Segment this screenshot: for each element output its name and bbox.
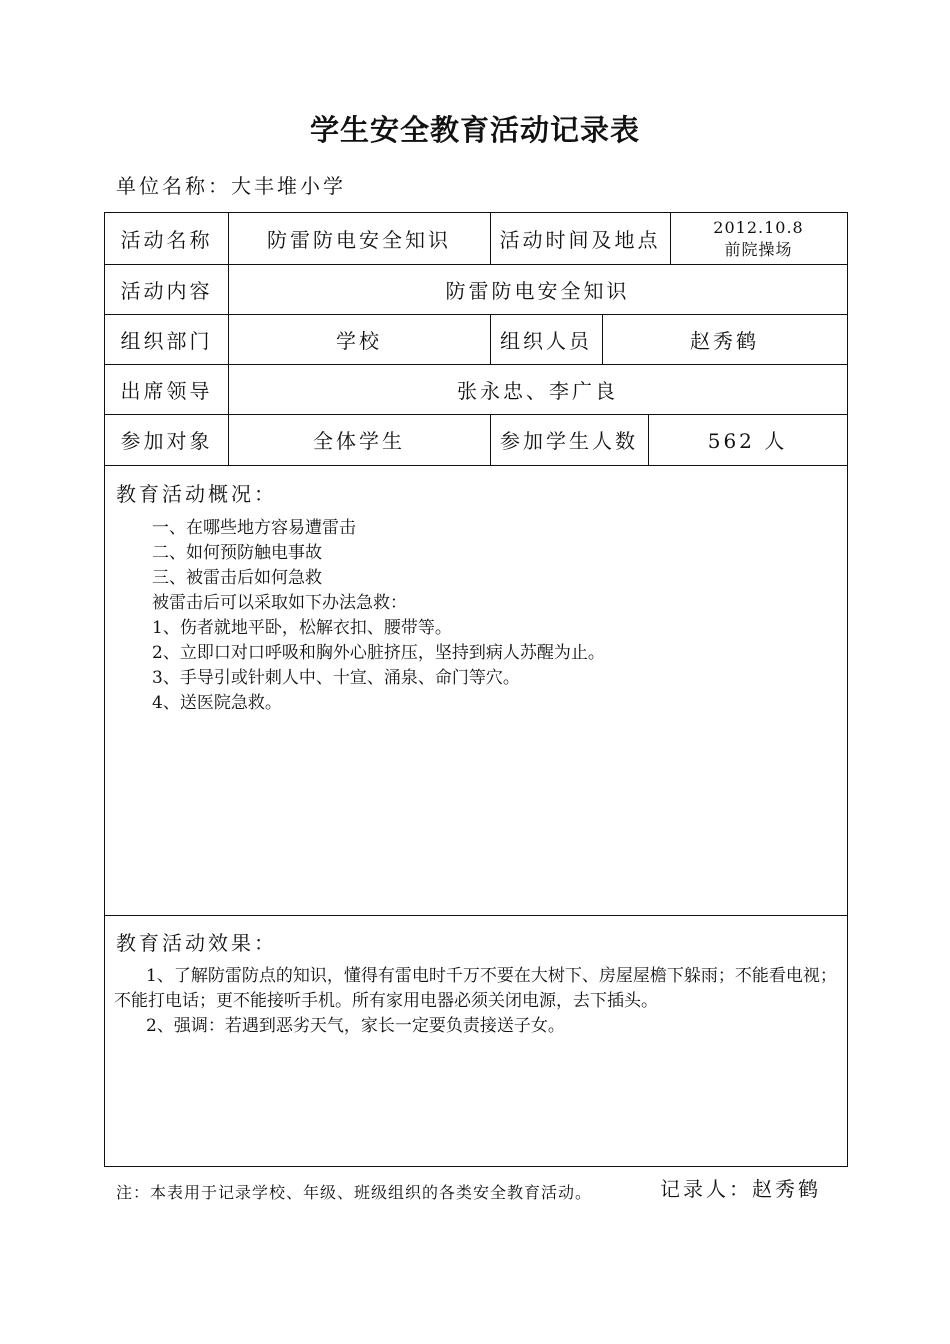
overview-line: 1、伤者就地平卧，松解衣扣、腰带等。	[152, 618, 452, 638]
organizer-value: 赵秀鹤	[690, 328, 759, 353]
activity-name-label: 活动名称	[120, 228, 213, 252]
unit-name: 单位名称：大丰堆小学	[116, 174, 346, 198]
department-value: 学校	[336, 328, 382, 353]
time-place-label: 活动时间及地点	[499, 228, 661, 252]
overview-line: 2、立即口对口呼吸和胸外心脏挤压，坚持到病人苏醒为止。	[152, 643, 605, 663]
overview-label: 教育活动概况：	[116, 482, 277, 506]
participants-label: 参加对象	[120, 429, 213, 453]
count-value: 562 人	[707, 429, 788, 453]
overview-line: 三、被雷击后如何急救	[152, 568, 322, 588]
form-title: 学生安全教育活动记录表	[309, 113, 640, 147]
row-divider	[105, 915, 847, 916]
effect-label: 教育活动效果：	[116, 931, 277, 955]
content-label: 活动内容	[120, 278, 213, 303]
count-label: 参加学生人数	[500, 429, 638, 453]
footer-note: 注：本表用于记录学校、年级、班级组织的各类安全教育活动。	[116, 1183, 593, 1202]
activity-date: 2012.10.8	[713, 217, 804, 237]
overview-line: 被雷击后可以采取如下办法急救：	[152, 593, 407, 613]
content-value: 防雷防电安全知识	[445, 278, 630, 303]
effect-paragraph: 1、了解防雷防点的知识，懂得有雷电时千万不要在大树下、房屋屋檐下躲雨；不能看电视；不能打电话；更不能接听手机。所有家用电器必须关闭电源，去下插头。	[114, 966, 837, 1011]
recorder: 记录人：赵秀鹤	[660, 1177, 821, 1201]
leaders-label: 出席领导	[120, 378, 213, 403]
activity-name-value: 防雷防电安全知识	[267, 228, 451, 252]
effect-content	[114, 964, 842, 1039]
overview-line: 二、如何预防触电事故	[152, 543, 322, 563]
overview-line: 一、在哪些地方容易遭雷击	[152, 518, 356, 538]
overview-line: 4、送医院急救。	[152, 693, 282, 713]
time-place-value	[670, 213, 847, 264]
overview-content	[152, 516, 605, 716]
overview-line: 3、手导引或针刺人中、十宣、涌泉、命门等穴。	[152, 668, 520, 688]
department-label: 组织部门	[120, 328, 213, 353]
activity-place: 前院操场	[724, 239, 793, 259]
effect-paragraph: 2、强调：若遇到恶劣天气，家长一定要负责接送子女。	[146, 1016, 565, 1036]
organizer-label: 组织人员	[500, 328, 592, 353]
row-divider	[105, 465, 847, 466]
leaders-value: 张永忠、李广良	[457, 378, 618, 403]
participants-value: 全体学生	[313, 429, 405, 453]
